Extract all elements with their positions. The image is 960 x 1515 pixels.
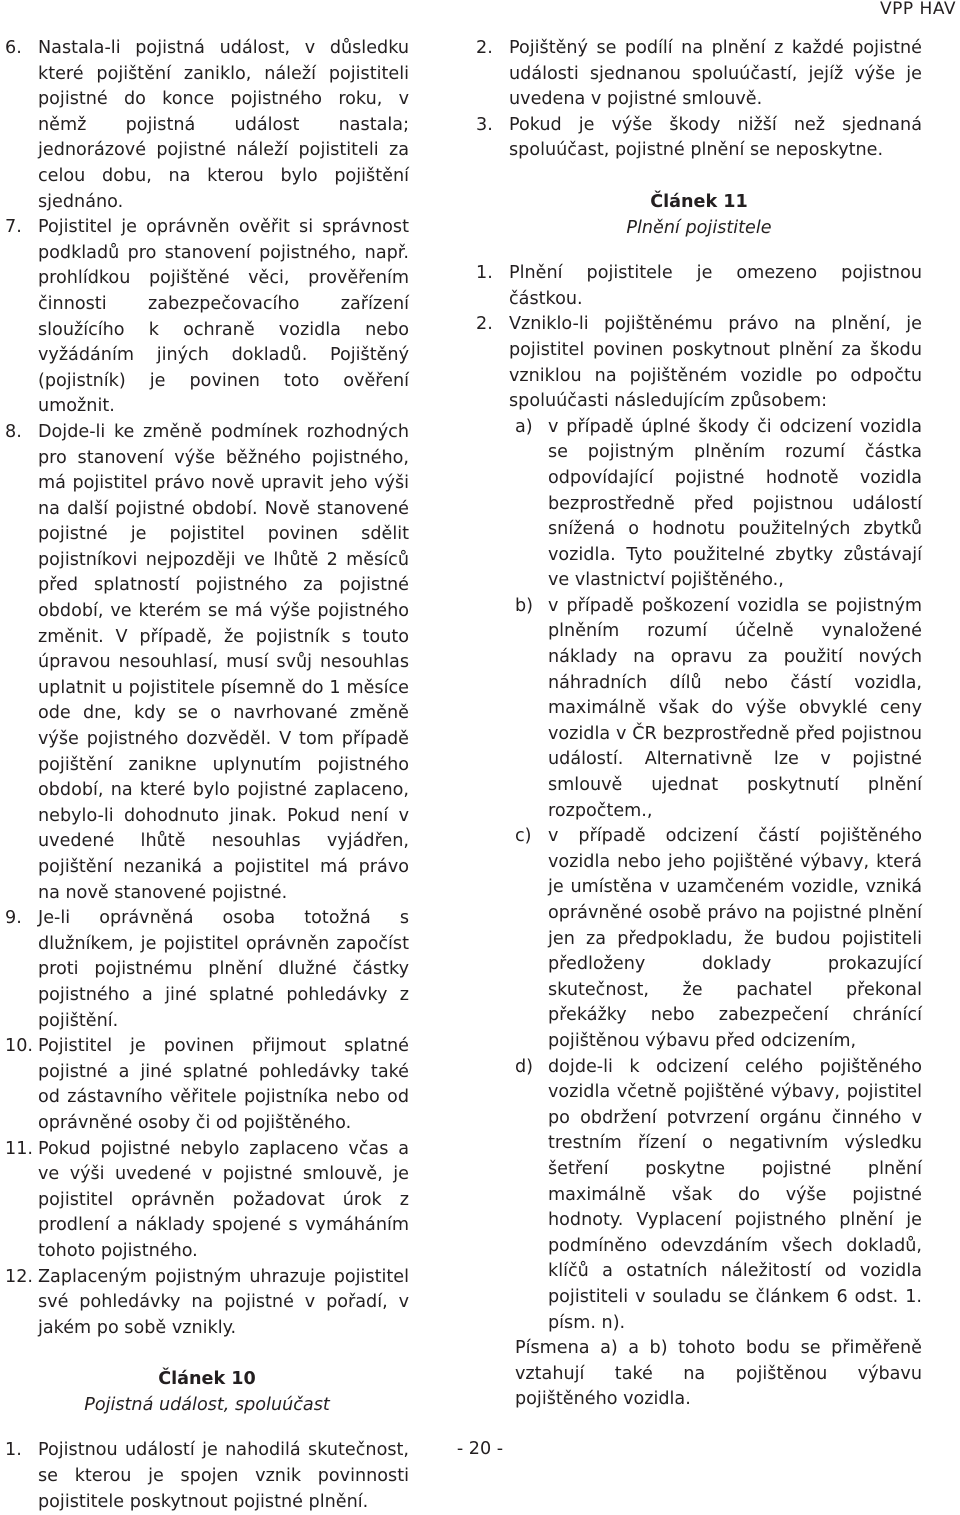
item-number: 1. [476,263,493,284]
right-column [476,36,922,1413]
list-item [5,906,409,1034]
item-text: Dojde-li ke změně podmínek rozhodných pro stanovení výše běžného pojistného, má pojistitel právo nově upravit jeho výši na další pojistné období. Nově stanovené pojistné je pojistitel povinen sdělit pojistníkovi nejpozději ve lhůtě 2 měsíců před splatností pojistného za pojistné období, ve kterém se má výše pojistného změnit. V případě, že pojistník s touto úpravou nesouhlasí, musí svůj nesouhlas uplatnit u pojistitele písemně do 1 měsíce ode dne, kdy se o navrhované změně výše pojistného dozvěděl. V tom případě pojištění zanikne uplynutím pojistného období, na které bylo pojistné zaplaceno, nebylo-li dohodnuto jinak. Pokud není v uvedené lhůtě nesouhlas vyjádřen, pojištění nezaniká a pojistitel má právo na nově stanovené pojistné. [38,421,409,903]
article-11-title: Článek 11 [650,191,748,212]
item-text: Zaplaceným pojistným uhrazuje pojistitel své pohledávky na pojistné v pořadí, v jakém po sobě vznikly. [38,1266,409,1338]
document-code: VPP HAV [880,0,956,19]
sub-item-letter: d) [515,1056,534,1077]
article-10-subtitle: Pojistná událost, spoluúčast [84,1394,330,1415]
item-number: 3. [476,114,493,135]
list-item [5,1265,409,1342]
item-text: Plnění pojistitele je omezeno pojistnou částkou. [509,263,922,309]
item-text: Je-li oprávněná osoba totožná s dlužníkem, je pojistitel oprávněn započíst proti pojistnému plnění dlužné částky pojistného a jiné splatné pohledávky z pojištění. [38,908,409,1031]
list-item [5,1137,409,1265]
list-item [5,215,409,420]
item-number: 9. [5,908,22,929]
item-number: 11. [5,1138,33,1159]
item-number: 2. [476,314,493,335]
list-item [5,420,409,906]
sub-list-item [476,824,922,1054]
left-column [5,36,409,1515]
item-text: Pojistitel je povinen přijmout splatné pojistné a jiné splatné pohledávky také od zástavního věřitele pojistníka nebo od oprávněné osoby či od pojištěného. [38,1036,409,1133]
article-10-title: Článek 10 [158,1369,256,1390]
sub-item-letter: a) [515,416,533,437]
sub-list-item [476,1055,922,1337]
item-text: Pojištěný se podílí na plnění z každé pojistné události sjednanou spoluúčastí, jejíž výše je uvedena v pojistné smlouvě. [509,38,922,110]
item-number: 12. [5,1266,33,1287]
item-number: 6. [5,38,22,58]
item-text: Pokud pojistné nebylo zaplaceno včas a ve výši uvedené v pojistné smlouvě, je pojistitel oprávněn požadovat úrok z prodlení a náklady spojené s vymáháním tohoto pojistného. [38,1138,409,1261]
list-item [5,1034,409,1136]
item-text: Pojistnou událostí je nahodilá skutečnost, se kterou je spojen vznik povinnosti pojistitele poskytnout pojistné plnění. [38,1440,409,1512]
closing-paragraph: Písmena a) a b) tohoto bodu se přiměřeně vztahují také na pojištěnou výbavu pojištěného vozidla. [515,1338,922,1410]
sub-list-item [476,415,922,594]
list-item [5,36,409,215]
page-number: - 20 - [456,1439,504,1459]
sub-item-text: v případě poškození vozidla se pojistným plněním rozumí účelně vynaložené náklady na opravu za použití nových náhradních dílů nebo částí vozidla, maximálně však do výše obvyklé ceny vozidla v ČR bezprostředně před pojistnou událostí. Alternativně lze v pojistné smlouvě ujednat poskytnutí plnění rozpočtem., [548,595,922,821]
item-number: 1. [5,1440,22,1461]
list-item [476,36,922,113]
item-text: Pojistitel je oprávněn ověřit si správnost podkladů pro stanovení pojistného, např. prohlídkou pojištěné věci, prověřením činnosti zabezpečovacího zařízení sloužícího k ochraně vozidla nebo vyžádáním jiných dokladů. Pojištěný (pojistník) je povinen toto ověření umožnit. [38,217,409,417]
item-number: 2. [476,38,493,58]
sub-item-text: v případě úplné škody či odcizení vozidla se pojistným plněním rozumí částka odpovídající pojistné hodnotě vozidla bezprostředně před pojistnou událostí snížená o hodnotu použitelných zbytků vozidla. Tyto použitelné zbytky zůstávají ve vlastnictví pojištěného., [548,416,922,591]
item-text: Vzniklo-li pojištěnému právo na plnění, je pojistitel povinen poskytnout plnění za škodu vzniklou na pojištěném vozidle po odpočtu spoluúčasti následujícím způsobem: [509,314,922,412]
sub-item-text: v případě odcizení částí pojištěného vozidla nebo jeho pojištěné výbavy, která je umístěna v uzamčeném vozidle, vzniká oprávněné osobě právo na pojistné plnění jen za předpokladu, že budou pojistiteli předloženy doklady prokazující skutečnost, že pachatel překonal překážky nebo zabezpečení chránící pojištěnou výbavu před odcizením, [548,826,922,1051]
item-number: 8. [5,421,22,442]
item-number: 10. [5,1036,33,1057]
item-text: Pokud je výše škody nižší než sjednaná spoluúčast, pojistné plnění se neposkytne. [509,114,922,161]
list-item [476,312,922,414]
article-11-subtitle: Plnění pojistitele [626,217,772,238]
sub-item-letter: b) [515,595,534,616]
list-item [476,261,922,312]
sub-item-letter: c) [515,826,532,847]
sub-item-text: dojde-li k odcizení celého pojištěného vozidla včetně pojištěné výbavy, pojistitel po obdržení potvrzení orgánu činného v trestním řízení o negativním výsledku šetření poskytne pojistné plnění maximálně však do výše pojistné hodnoty. Vyplacení pojistného plnění je podmíněno odevzdáním všech dokladů, klíčů a ostatních náležitostí od vozidla pojistiteli v souladu se článkem 6 odst. 1. písm. n). [548,1056,922,1333]
sub-list-item [476,594,922,824]
item-text: Nastala-li pojistná událost, v důsledku které pojištění zaniklo, náleží pojistiteli pojistné do konce pojistného roku, v němž pojistná událost nastala; jednorázové pojistné náleží pojistiteli za celou dobu, na kterou bylo pojištění sjednáno. [38,38,409,212]
list-item [476,113,922,164]
item-number: 7. [5,217,22,238]
